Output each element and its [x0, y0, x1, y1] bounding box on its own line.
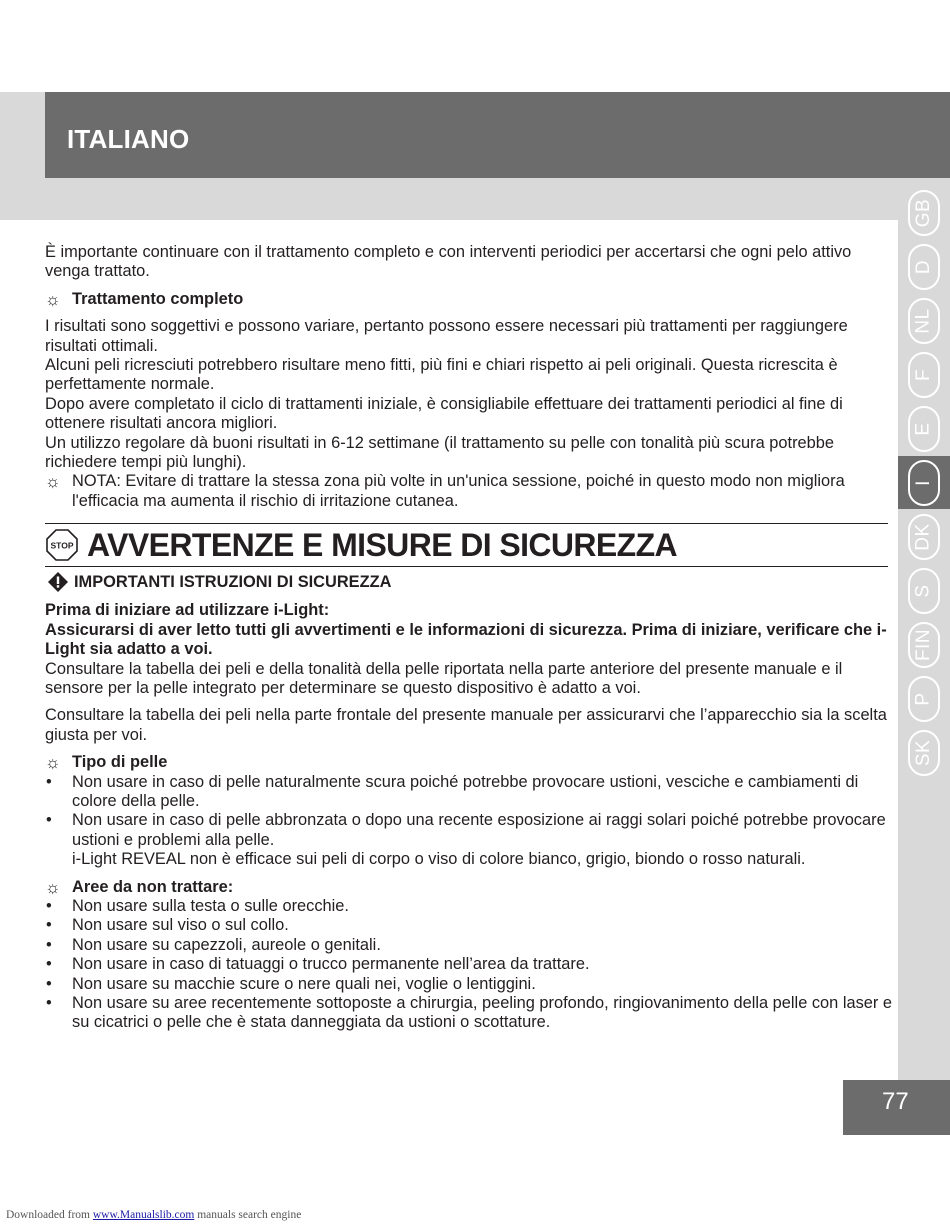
- safety-paragraph: Consultare la tabella dei peli e della tonalità della pelle riportata nella parte anteriore del presente manuale e il sensore per la pelle integrato per determinare se questo dispositivo è adatto a voi.: [45, 659, 843, 697]
- sun-icon: ☼: [45, 877, 61, 897]
- language-tab-p[interactable]: [898, 672, 950, 725]
- skin-type-heading: ☼ Tipo di pelle: [45, 753, 168, 773]
- list-item: • Non usare sulla testa o sulle orecchie.: [46, 896, 349, 915]
- page-number: 77: [882, 1088, 909, 1115]
- list-item: • Non usare su aree recentemente sottoposte a chirurgia, peeling profondo, ringiovanimento della pelle con laser e su cicatrici o pelle che è stata danneggiata da ustioni o scottature.: [46, 994, 893, 1032]
- safety-paragraph: Consultare la tabella dei peli nella parte frontale del presente manuale per assicurarvi che l’apparecchio sia la scelta giusta per voi.: [45, 706, 887, 744]
- language-tab-label: D: [912, 259, 934, 274]
- language-tab-dk[interactable]: [898, 510, 950, 563]
- safety-title: AVVERTENZE E MISURE DI SICUREZZA: [87, 527, 678, 564]
- download-footer: Downloaded from www.Manualslib.com manuals search engine: [6, 1209, 302, 1221]
- page-title: ITALIANO: [67, 124, 190, 154]
- language-tab-gb[interactable]: [898, 186, 950, 239]
- sun-icon: ☼: [45, 753, 61, 773]
- treatment-paragraph: Un utilizzo regolare dà buoni risultati in 6-12 settimane (il trattamento su pelle con tonalità più scura potrebbe richiedere tempi più lunghi).: [45, 433, 835, 472]
- language-tab-label: I: [913, 479, 934, 486]
- treatment-paragraph: Alcuni peli ricresciuti potrebbero risultare meno fitti, più fini e chiari rispetto ai peli originali. Questa ricrescita è perfettamente normale.: [45, 356, 838, 394]
- language-tab-fin[interactable]: [898, 618, 950, 671]
- language-tab-label: DK: [913, 522, 934, 551]
- language-tab-label: E: [913, 421, 934, 436]
- language-tab-d[interactable]: [898, 240, 950, 293]
- language-tab-s[interactable]: [898, 564, 950, 617]
- language-tab-pill: [908, 244, 940, 290]
- language-tab-label: S: [913, 583, 934, 598]
- sun-icon: ☼: [45, 289, 61, 309]
- list-item: • Non usare su macchie scure o nere quali nei, voglie o lentiggini.: [46, 974, 536, 993]
- treatment-paragraph: Dopo avere completato il ciclo di trattamenti iniziale, è consigliabile effettuare dei trattamenti periodici al fine di ottenere risultati ancora migliori.: [45, 394, 843, 433]
- language-tab-pill: [908, 568, 940, 614]
- list-item: • Non usare sul viso o sul collo.: [46, 916, 289, 935]
- language-tab-label: SK: [912, 739, 934, 766]
- language-tab-label: FIN: [913, 628, 935, 661]
- language-tab-nl[interactable]: [898, 294, 950, 347]
- safety-subheading: IMPORTANTI ISTRUZIONI DI SICUREZZA: [45, 571, 898, 593]
- language-tab-label: F: [912, 368, 934, 381]
- safety-bold-intro: Prima di iniziare ad utilizzare i-Light:: [45, 601, 330, 620]
- page-number-box: [843, 1080, 950, 1135]
- treatment-note: ☼ NOTA: Evitare di trattare la stessa zona più volte in un'unica sessione, poiché in questo modo non migliora l'efficacia ma aumenta il rischio di irritazione cutanea.: [45, 472, 845, 510]
- safety-bold-intro: Assicurarsi di aver letto tutti gli avvertimenti e le informazioni di sicurezza. Prima di iniziare, verificare che i-Light sia adatto a voi.: [45, 620, 887, 659]
- language-tab-pill: [908, 622, 940, 668]
- language-tab-label: GB: [913, 198, 935, 227]
- list-item: • Non usare su capezzoli, aureole o genitali.: [46, 935, 381, 954]
- treatment-heading: ☼ Trattamento completo: [45, 289, 244, 309]
- list-item: • Non usare in caso di pelle abbronzata o dopo una recente esposizione ai raggi solari poiché potrebbe provocare ustioni e problemi alla pelle.: [46, 811, 886, 849]
- language-tab-pill: [908, 352, 940, 398]
- language-tab-pill: [908, 730, 940, 776]
- intro-paragraph: È importante continuare con il trattamento completo e con interventi periodici per accertarsi che ogni pelo attivo venga trattato.: [45, 243, 852, 281]
- language-tab-sk[interactable]: [898, 726, 950, 779]
- language-tab-pill: [908, 460, 940, 506]
- language-tab-pill: [908, 190, 940, 236]
- language-tab-pill: [908, 514, 940, 560]
- language-tab-f[interactable]: [898, 348, 950, 401]
- skin-type-extra: i-Light REVEAL non è efficace sui peli di corpo o viso di colore bianco, grigio, biondo o rosso naturali.: [72, 850, 806, 869]
- stop-sign-icon: [46, 529, 78, 561]
- language-tab-pill: [908, 298, 940, 344]
- language-tab-i[interactable]: [898, 456, 950, 509]
- language-tab-pill: [908, 676, 940, 722]
- manualslib-link[interactable]: www.Manualslib.com: [92, 1209, 195, 1221]
- language-tab-label: P: [913, 691, 934, 706]
- language-tab-label: NL: [912, 307, 934, 334]
- language-tab-e[interactable]: [898, 402, 950, 455]
- areas-heading: ☼ Aree da non trattare:: [45, 877, 234, 897]
- warning-icon: [47, 571, 69, 593]
- language-tab-pill: [908, 406, 940, 452]
- list-item: • Non usare in caso di pelle naturalmente scura poiché potrebbe provocare ustioni, vesciche e cambiamenti di colore della pelle.: [46, 772, 859, 810]
- main-content: [45, 243, 898, 1033]
- header-title-bar: [45, 92, 950, 178]
- safety-section-heading: [45, 523, 888, 567]
- treatment-paragraph: I risultati sono soggettivi e possono variare, pertanto possono essere necessari più trattamenti per raggiungere risultati ottimali.: [45, 317, 848, 355]
- svg-text:STOP: STOP: [50, 540, 74, 551]
- list-item: • Non usare in caso di tatuaggi o trucco permanente nell’area da trattare.: [46, 955, 590, 974]
- sun-icon: ☼: [45, 472, 61, 492]
